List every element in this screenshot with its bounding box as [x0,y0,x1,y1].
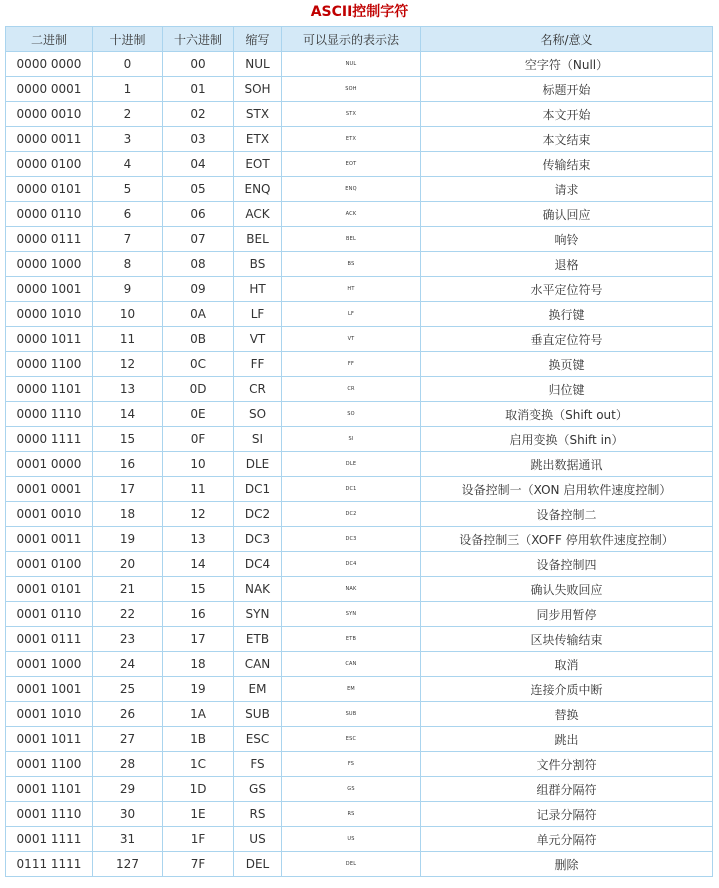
cell-display-symbol: SYN [282,602,421,627]
cell-hex: 1C [163,752,234,777]
header-decimal: 十进制 [93,27,163,52]
cell-hex: 11 [163,477,234,502]
cell-decimal: 7 [93,227,163,252]
cell-name-meaning: 设备控制二 [421,502,713,527]
cell-display-symbol: US [282,827,421,852]
cell-decimal: 22 [93,602,163,627]
cell-display-symbol: CR [282,377,421,402]
cell-binary: 0001 0101 [6,577,93,602]
cell-abbreviation: DLE [234,452,282,477]
cell-display-symbol: GS [282,777,421,802]
table-row [6,777,713,802]
cell-name-meaning: 响铃 [421,227,713,252]
cell-abbreviation: HT [234,277,282,302]
cell-binary: 0000 1011 [6,327,93,352]
table-body [6,52,713,877]
cell-binary: 0001 0011 [6,527,93,552]
cell-decimal: 23 [93,627,163,652]
cell-binary: 0001 1111 [6,827,93,852]
cell-binary: 0001 1100 [6,752,93,777]
cell-name-meaning: 跳出 [421,727,713,752]
cell-name-meaning: 记录分隔符 [421,802,713,827]
table-row [6,577,713,602]
cell-display-symbol: VT [282,327,421,352]
cell-hex: 12 [163,502,234,527]
cell-hex: 07 [163,227,234,252]
cell-display-symbol: NUL [282,52,421,77]
cell-decimal: 31 [93,827,163,852]
header-abbreviation: 缩写 [234,27,282,52]
table-row [6,827,713,852]
cell-binary: 0001 0001 [6,477,93,502]
cell-name-meaning: 确认失败回应 [421,577,713,602]
cell-abbreviation: STX [234,102,282,127]
table-row [6,227,713,252]
cell-hex: 05 [163,177,234,202]
cell-binary: 0001 1000 [6,652,93,677]
cell-binary: 0000 0001 [6,77,93,102]
cell-name-meaning: 归位键 [421,377,713,402]
table-row [6,552,713,577]
cell-binary: 0000 1000 [6,252,93,277]
cell-hex: 03 [163,127,234,152]
cell-abbreviation: LF [234,302,282,327]
cell-name-meaning: 换行键 [421,302,713,327]
cell-binary: 0000 0011 [6,127,93,152]
cell-hex: 14 [163,552,234,577]
cell-name-meaning: 空字符（Null） [421,52,713,77]
table-row [6,252,713,277]
table-row [6,727,713,752]
cell-display-symbol: DC4 [282,552,421,577]
table-row [6,152,713,177]
cell-name-meaning: 启用变换（Shift in） [421,427,713,452]
cell-name-meaning: 本文开始 [421,102,713,127]
cell-abbreviation: RS [234,802,282,827]
cell-name-meaning: 传输结束 [421,152,713,177]
cell-hex: 15 [163,577,234,602]
cell-binary: 0000 1100 [6,352,93,377]
cell-decimal: 27 [93,727,163,752]
cell-name-meaning: 水平定位符号 [421,277,713,302]
cell-hex: 1F [163,827,234,852]
cell-abbreviation: ESC [234,727,282,752]
cell-binary: 0001 1101 [6,777,93,802]
cell-name-meaning: 设备控制一（XON 启用软件速度控制） [421,477,713,502]
cell-binary: 0001 0100 [6,552,93,577]
cell-display-symbol: DC1 [282,477,421,502]
table-row [6,427,713,452]
cell-abbreviation: FF [234,352,282,377]
cell-decimal: 12 [93,352,163,377]
cell-display-symbol: BEL [282,227,421,252]
cell-abbreviation: SOH [234,77,282,102]
cell-name-meaning: 换页键 [421,352,713,377]
cell-hex: 17 [163,627,234,652]
cell-binary: 0000 0000 [6,52,93,77]
table-row [6,302,713,327]
cell-display-symbol: SO [282,402,421,427]
cell-abbreviation: US [234,827,282,852]
cell-name-meaning: 组群分隔符 [421,777,713,802]
cell-display-symbol: ESC [282,727,421,752]
table-row [6,852,713,877]
cell-display-symbol: LF [282,302,421,327]
header-name-meaning: 名称/意义 [421,27,713,52]
cell-decimal: 15 [93,427,163,452]
cell-abbreviation: ETX [234,127,282,152]
table-row [6,377,713,402]
cell-abbreviation: NUL [234,52,282,77]
cell-decimal: 2 [93,102,163,127]
cell-binary: 0000 1101 [6,377,93,402]
header-hex: 十六进制 [163,27,234,52]
cell-decimal: 14 [93,402,163,427]
cell-binary: 0001 0111 [6,627,93,652]
cell-display-symbol: BS [282,252,421,277]
cell-binary: 0000 0110 [6,202,93,227]
cell-binary: 0001 1001 [6,677,93,702]
cell-hex: 19 [163,677,234,702]
cell-decimal: 24 [93,652,163,677]
cell-display-symbol: ACK [282,202,421,227]
table-row [6,752,713,777]
table-row [6,52,713,77]
cell-name-meaning: 跳出数据通讯 [421,452,713,477]
cell-hex: 09 [163,277,234,302]
cell-abbreviation: EOT [234,152,282,177]
cell-decimal: 18 [93,502,163,527]
table-row [6,127,713,152]
table-row [6,277,713,302]
table-row [6,352,713,377]
cell-name-meaning: 区块传输结束 [421,627,713,652]
cell-hex: 0A [163,302,234,327]
cell-display-symbol: NAK [282,577,421,602]
table-row [6,452,713,477]
cell-binary: 0001 0010 [6,502,93,527]
ascii-control-table [5,26,713,877]
table-row [6,602,713,627]
table-row [6,327,713,352]
cell-name-meaning: 设备控制四 [421,552,713,577]
cell-decimal: 0 [93,52,163,77]
cell-decimal: 3 [93,127,163,152]
cell-binary: 0001 0110 [6,602,93,627]
cell-abbreviation: GS [234,777,282,802]
cell-abbreviation: FS [234,752,282,777]
cell-decimal: 127 [93,852,163,877]
cell-binary: 0000 1110 [6,402,93,427]
cell-binary: 0001 0000 [6,452,93,477]
cell-decimal: 1 [93,77,163,102]
cell-abbreviation: SO [234,402,282,427]
cell-display-symbol: SUB [282,702,421,727]
cell-hex: 0B [163,327,234,352]
cell-hex: 10 [163,452,234,477]
cell-hex: 04 [163,152,234,177]
cell-decimal: 26 [93,702,163,727]
cell-hex: 7F [163,852,234,877]
cell-decimal: 29 [93,777,163,802]
table-row [6,627,713,652]
cell-display-symbol: SI [282,427,421,452]
cell-binary: 0000 0100 [6,152,93,177]
table-row [6,402,713,427]
cell-decimal: 19 [93,527,163,552]
cell-name-meaning: 连接介质中断 [421,677,713,702]
table-row [6,652,713,677]
table-row [6,477,713,502]
cell-hex: 0F [163,427,234,452]
cell-hex: 13 [163,527,234,552]
cell-decimal: 4 [93,152,163,177]
table-row [6,102,713,127]
cell-decimal: 5 [93,177,163,202]
cell-hex: 1E [163,802,234,827]
cell-binary: 0000 0101 [6,177,93,202]
cell-decimal: 21 [93,577,163,602]
cell-abbreviation: DC4 [234,552,282,577]
cell-abbreviation: ENQ [234,177,282,202]
cell-name-meaning: 取消 [421,652,713,677]
cell-name-meaning: 单元分隔符 [421,827,713,852]
cell-binary: 0000 1010 [6,302,93,327]
cell-display-symbol: EM [282,677,421,702]
cell-abbreviation: EM [234,677,282,702]
table-row [6,177,713,202]
cell-abbreviation: ETB [234,627,282,652]
table-row [6,202,713,227]
cell-abbreviation: SYN [234,602,282,627]
table-header-row [6,27,713,52]
cell-name-meaning: 请求 [421,177,713,202]
cell-name-meaning: 标题开始 [421,77,713,102]
cell-name-meaning: 替换 [421,702,713,727]
cell-abbreviation: CAN [234,652,282,677]
cell-binary: 0000 0111 [6,227,93,252]
cell-display-symbol: ENQ [282,177,421,202]
cell-binary: 0001 1010 [6,702,93,727]
cell-hex: 00 [163,52,234,77]
cell-name-meaning: 同步用暂停 [421,602,713,627]
cell-binary: 0001 1110 [6,802,93,827]
table-row [6,77,713,102]
cell-name-meaning: 设备控制三（XOFF 停用软件速度控制） [421,527,713,552]
cell-binary: 0001 1011 [6,727,93,752]
cell-abbreviation: DC3 [234,527,282,552]
page-title: ASCII控制字符 [310,4,409,20]
cell-abbreviation: NAK [234,577,282,602]
cell-abbreviation: DEL [234,852,282,877]
cell-decimal: 25 [93,677,163,702]
cell-hex: 18 [163,652,234,677]
cell-display-symbol: DEL [282,852,421,877]
cell-name-meaning: 确认回应 [421,202,713,227]
cell-hex: 08 [163,252,234,277]
cell-display-symbol: FS [282,752,421,777]
cell-display-symbol: DC3 [282,527,421,552]
cell-binary: 0000 1111 [6,427,93,452]
cell-hex: 0E [163,402,234,427]
cell-display-symbol: CAN [282,652,421,677]
cell-abbreviation: VT [234,327,282,352]
cell-decimal: 13 [93,377,163,402]
table-row [6,527,713,552]
table-row [6,702,713,727]
header-binary: 二进制 [6,27,93,52]
cell-abbreviation: DC1 [234,477,282,502]
header-display-symbol: 可以显示的表示法 [282,27,421,52]
cell-decimal: 9 [93,277,163,302]
cell-name-meaning: 删除 [421,852,713,877]
cell-display-symbol: DLE [282,452,421,477]
cell-abbreviation: SUB [234,702,282,727]
cell-decimal: 10 [93,302,163,327]
cell-decimal: 20 [93,552,163,577]
cell-hex: 06 [163,202,234,227]
cell-display-symbol: HT [282,277,421,302]
cell-hex: 0D [163,377,234,402]
cell-binary: 0000 0010 [6,102,93,127]
cell-display-symbol: ETX [282,127,421,152]
cell-name-meaning: 垂直定位符号 [421,327,713,352]
cell-binary: 0000 1001 [6,277,93,302]
cell-decimal: 11 [93,327,163,352]
cell-abbreviation: ACK [234,202,282,227]
cell-hex: 01 [163,77,234,102]
cell-display-symbol: DC2 [282,502,421,527]
cell-hex: 1D [163,777,234,802]
cell-display-symbol: SOH [282,77,421,102]
cell-abbreviation: BS [234,252,282,277]
cell-binary: 0111 1111 [6,852,93,877]
cell-display-symbol: FF [282,352,421,377]
cell-decimal: 30 [93,802,163,827]
cell-abbreviation: CR [234,377,282,402]
cell-decimal: 8 [93,252,163,277]
cell-decimal: 6 [93,202,163,227]
cell-display-symbol: STX [282,102,421,127]
cell-name-meaning: 文件分割符 [421,752,713,777]
table-row [6,502,713,527]
cell-hex: 02 [163,102,234,127]
cell-decimal: 28 [93,752,163,777]
cell-abbreviation: BEL [234,227,282,252]
cell-decimal: 17 [93,477,163,502]
cell-hex: 1A [163,702,234,727]
cell-hex: 0C [163,352,234,377]
cell-display-symbol: ETB [282,627,421,652]
cell-decimal: 16 [93,452,163,477]
table-row [6,677,713,702]
cell-abbreviation: SI [234,427,282,452]
cell-abbreviation: DC2 [234,502,282,527]
cell-name-meaning: 退格 [421,252,713,277]
table-row [6,802,713,827]
cell-hex: 16 [163,602,234,627]
cell-name-meaning: 本文结束 [421,127,713,152]
cell-display-symbol: RS [282,802,421,827]
cell-name-meaning: 取消变换（Shift out） [421,402,713,427]
cell-hex: 1B [163,727,234,752]
cell-display-symbol: EOT [282,152,421,177]
